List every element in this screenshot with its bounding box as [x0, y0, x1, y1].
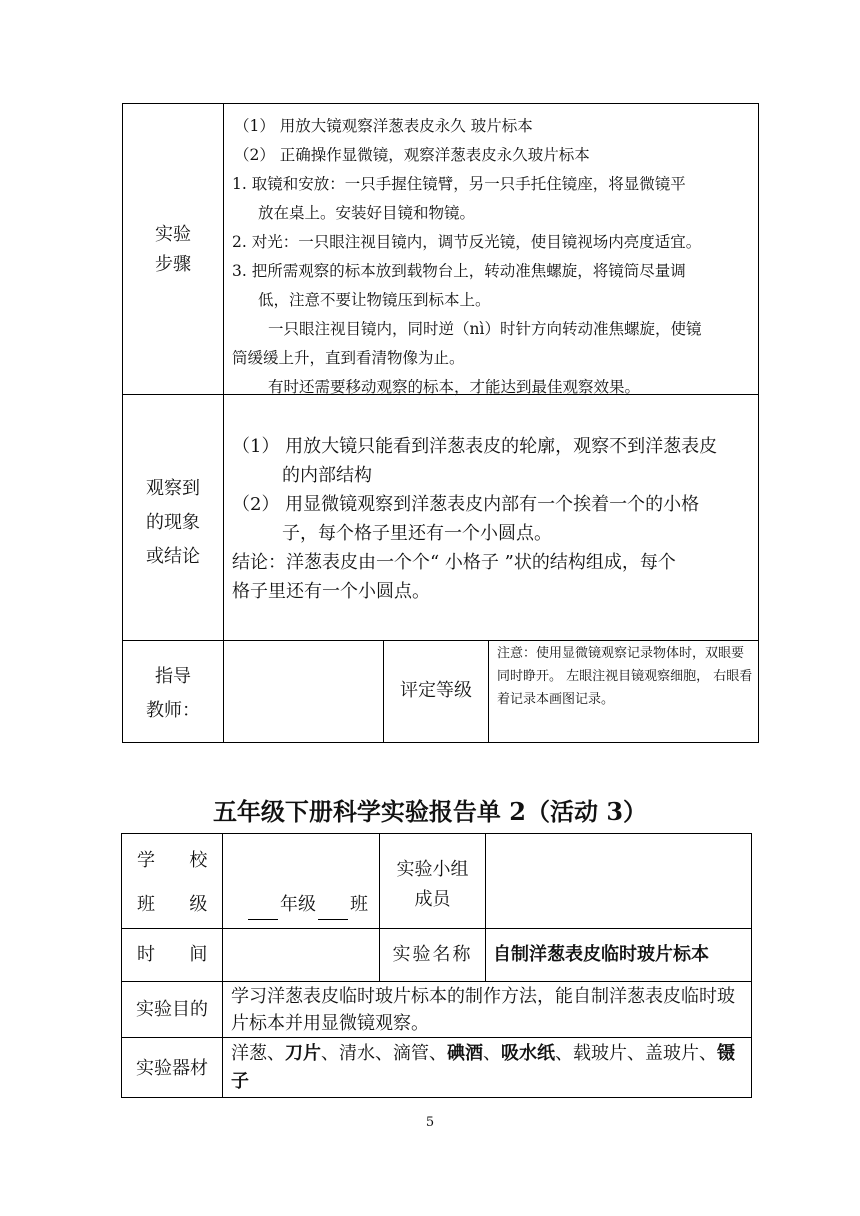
class-blank[interactable] — [318, 903, 348, 920]
group-members-label: 实验小组 成员 — [396, 859, 469, 910]
material-item: 、 — [483, 1043, 501, 1064]
observation-label: 观察到 的现象 或结论 — [146, 478, 200, 567]
teacher-label: 指导 教师： — [146, 666, 200, 721]
grade-class-field[interactable]: 年级 班 — [246, 890, 376, 920]
obs-line: 子，每个格子里还有一个小圆点。 — [282, 523, 552, 544]
step-line: （2） 正确操作显微镜，观察洋葱表皮永久玻片标本 — [234, 146, 590, 164]
step-line: 3. 把所需观察的标本放到载物台上，转动准焦螺旋，将镜筒尽量调 — [232, 262, 686, 280]
obs-line: 格子里还有一个小圆点。 — [232, 581, 430, 602]
grade-label: 评定等级 — [400, 680, 472, 701]
step-line: 低，注意不要让物镜压到标本上。 — [258, 291, 491, 309]
material-item: 镊子 — [231, 1043, 735, 1092]
experiment-name-label: 实验名称 — [392, 944, 473, 965]
obs-line: （1） 用放大镜只能看到洋葱表皮的轮廓，观察不到洋葱表皮 — [232, 436, 718, 457]
step-line: 一只眼注视目镜内，同时逆（nì）时针方向转动准焦螺旋，使镜 — [268, 320, 702, 338]
step-line: 有时还需要移动观察的标本，才能达到最佳观察效果。 — [268, 378, 641, 396]
material-item: 吸水纸 — [501, 1043, 555, 1064]
report-title: 五年级下册科学实验报告单 2（活动 3） — [212, 797, 648, 826]
obs-line: 结论：洋葱表皮由一个个“ 小格子 ”状的结构组成，每个 — [232, 552, 676, 573]
teacher-value[interactable] — [224, 641, 383, 742]
school-label: 学 校 — [137, 850, 208, 871]
materials-value — [231, 1040, 749, 1096]
materials-label: 实验器材 — [136, 1058, 208, 1079]
observation-content — [232, 432, 756, 606]
purpose-value: 学习洋葱表皮临时玻片标本的制作方法，能自制洋葱表皮临时玻片标本并用显微镜观察。 — [231, 986, 735, 1034]
step-line: （1） 用放大镜观察洋葱表皮永久 玻片标本 — [234, 117, 533, 135]
obs-line: （2） 用显微镜观察到洋葱表皮内部有一个挨着一个的小格 — [232, 494, 700, 515]
obs-line: 的内部结构 — [282, 465, 372, 486]
material-item: 洋葱、 — [231, 1043, 285, 1064]
step-line: 筒缓缓上升，直到看清物像为止。 — [232, 349, 465, 367]
step-line: 2. 对光：一只眼注视目镜内，调节反光镜，使目镜视场内亮度适宜。 — [232, 233, 702, 251]
time-value[interactable] — [223, 929, 379, 981]
step-line: 1. 取镜和安放：一只手握住镜臂，另一只手托住镜座，将显微镜平 — [232, 175, 686, 193]
page-number: 5 — [425, 1115, 435, 1130]
material-item: 碘酒 — [447, 1043, 483, 1064]
class-label: 班 级 — [137, 894, 208, 915]
steps-label: 实验 步骤 — [155, 224, 191, 275]
material-item: 、载玻片、盖玻片、 — [555, 1043, 717, 1064]
step-line: 放在桌上。安装好目镜和物镜。 — [258, 204, 476, 222]
experiment-name-value: 自制洋葱表皮临时玻片标本 — [493, 944, 709, 965]
grade-blank[interactable] — [248, 903, 278, 920]
time-label: 时 间 — [137, 944, 208, 965]
purpose-label: 实验目的 — [136, 999, 208, 1020]
note-text: 注意：使用显微镜观察记录物体时，双眼要同时睁开。 左眼注视目镜观察细胞， 右眼看着记录本画图记录。 — [497, 646, 753, 707]
group-members-value[interactable] — [486, 834, 751, 928]
material-item: 、清水、滴管、 — [321, 1043, 447, 1064]
material-item: 刀片 — [285, 1043, 321, 1064]
steps-content — [232, 112, 756, 402]
